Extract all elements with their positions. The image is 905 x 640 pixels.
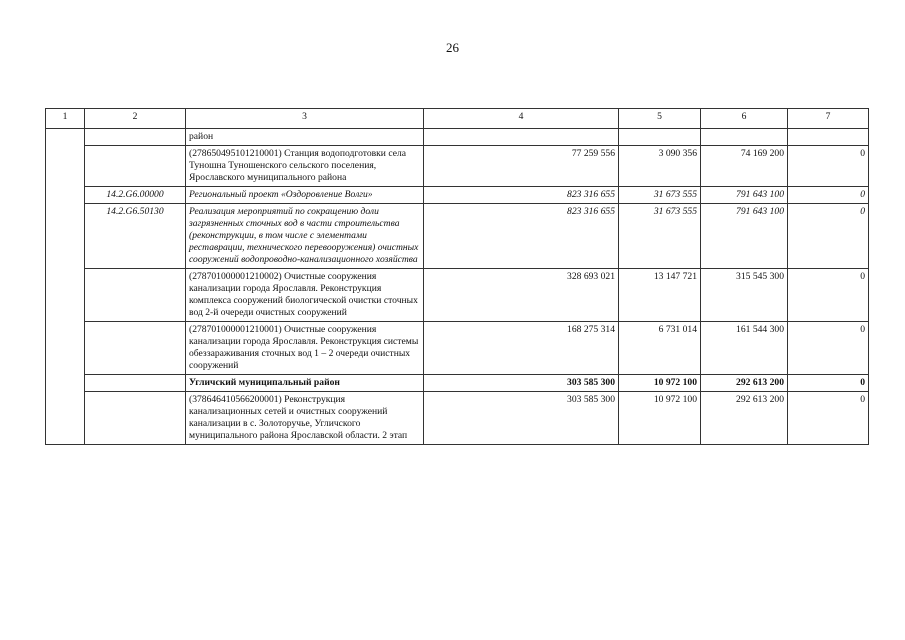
cell-name: Угличский муниципальный район	[186, 375, 424, 392]
cell-regional	[619, 129, 701, 146]
cell-total: 77 259 556	[424, 146, 619, 187]
cell-total: 303 585 300	[424, 375, 619, 392]
cell-total: 168 275 314	[424, 322, 619, 375]
header-cell-7: 7	[788, 109, 869, 129]
cell-other: 0	[788, 146, 869, 187]
cell-total: 328 693 021	[424, 269, 619, 322]
cell-other: 0	[788, 187, 869, 204]
cell-federal: 74 169 200	[701, 146, 788, 187]
cell-name: (378646410566200001) Реконструкция канализационных сетей и очистных сооружений канализации в с. Золоторучье, Угличского муниципального района Ярославской области. 2 этап	[186, 392, 424, 445]
page-number: 26	[446, 40, 459, 55]
table-row	[46, 375, 869, 392]
cell-total: 823 316 655	[424, 187, 619, 204]
header-cell-3: 3	[186, 109, 424, 129]
cell-federal: 292 613 200	[701, 375, 788, 392]
cell-code	[85, 146, 186, 187]
budget-table	[45, 108, 869, 445]
table-row	[46, 204, 869, 269]
cell-other: 0	[788, 269, 869, 322]
table-body	[46, 129, 869, 445]
cell-federal: 161 544 300	[701, 322, 788, 375]
cell-federal	[701, 129, 788, 146]
header-row	[46, 109, 869, 129]
cell-other: 0	[788, 375, 869, 392]
header-cell-1: 1	[46, 109, 85, 129]
cell-federal: 791 643 100	[701, 204, 788, 269]
cell-federal: 292 613 200	[701, 392, 788, 445]
cell-col1	[46, 129, 85, 445]
table-row	[46, 129, 869, 146]
cell-regional: 3 090 356	[619, 146, 701, 187]
header-cell-2: 2	[85, 109, 186, 129]
cell-other: 0	[788, 204, 869, 269]
cell-regional: 6 731 014	[619, 322, 701, 375]
cell-other	[788, 129, 869, 146]
cell-code	[85, 269, 186, 322]
header-cell-5: 5	[619, 109, 701, 129]
table-row	[46, 187, 869, 204]
cell-total	[424, 129, 619, 146]
cell-code: 14.2.G6.00000	[85, 187, 186, 204]
cell-code	[85, 392, 186, 445]
table-row	[46, 146, 869, 187]
header-cell-6: 6	[701, 109, 788, 129]
cell-other: 0	[788, 322, 869, 375]
cell-other: 0	[788, 392, 869, 445]
cell-code	[85, 375, 186, 392]
cell-name: район	[186, 129, 424, 146]
header-cell-4: 4	[424, 109, 619, 129]
cell-regional: 31 673 555	[619, 187, 701, 204]
cell-name: Реализация мероприятий по сокращению доли загрязненных сточных вод в части строительства (реконструкции, в том числе с элементами реставрации, технического перевооружения) очистных сооружений водопроводно-канализационного хозяйства	[186, 204, 424, 269]
cell-regional: 31 673 555	[619, 204, 701, 269]
cell-name: (278701000001210002) Очистные сооружения канализации города Ярославля. Реконструкция комплекса сооружений биологической очистки сточных вод 2-й очереди очистных сооружений	[186, 269, 424, 322]
table-row	[46, 322, 869, 375]
table-row	[46, 392, 869, 445]
cell-total: 303 585 300	[424, 392, 619, 445]
cell-regional: 13 147 721	[619, 269, 701, 322]
cell-federal: 791 643 100	[701, 187, 788, 204]
cell-regional: 10 972 100	[619, 375, 701, 392]
cell-name: (278650495101210001) Станция водоподготовки села Туношна Туношенского сельского поселения, Ярославского муниципального района	[186, 146, 424, 187]
table-row	[46, 269, 869, 322]
cell-regional: 10 972 100	[619, 392, 701, 445]
cell-code: 14.2.G6.50130	[85, 204, 186, 269]
cell-name: (278701000001210001) Очистные сооружения канализации города Ярославля. Реконструкция системы обеззараживания сточных вод 1 – 2 очереди очистных сооружений	[186, 322, 424, 375]
cell-code	[85, 129, 186, 146]
cell-name: Региональный проект «Оздоровление Волги»	[186, 187, 424, 204]
cell-code	[85, 322, 186, 375]
cell-federal: 315 545 300	[701, 269, 788, 322]
cell-total: 823 316 655	[424, 204, 619, 269]
